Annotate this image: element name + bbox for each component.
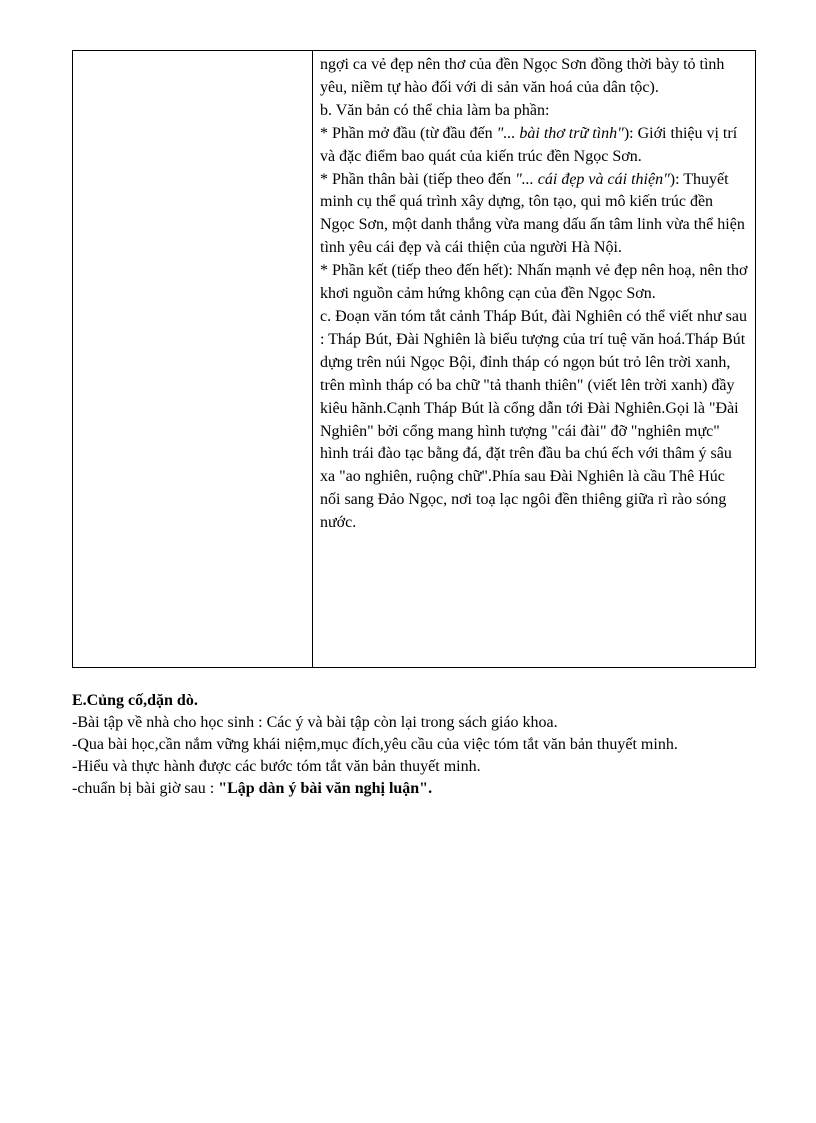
table-left-cell	[73, 51, 313, 667]
paragraph-body: * Phần thân bài (tiếp theo đến "... cái đẹp và cái thiện"): Thuyết minh cụ thể quá trình xây dựng, tôn tạo, qui mô kiến trúc đền Ngọc Sơn, một danh thắng vừa mang dấu ấn tâm linh vừa thể hiện tình yêu cái đẹp và cái thiện của người Hà Nội.	[320, 170, 745, 257]
consolidation-section	[72, 690, 752, 800]
paragraph-opening: * Phần mở đầu (từ đầu đến "... bài thơ trữ tình"): Giới thiệu vị trí và đặc điểm bao quát của kiến trúc đền Ngọc Sơn.	[320, 124, 738, 165]
paragraph-structure: b. Văn bản có thể chia làm ba phần:	[320, 101, 550, 119]
paragraph-intro: ngợi ca vẻ đẹp nên thơ của đền Ngọc Sơn đồng thời bày tỏ tình yêu, niềm tự hào đối với di sản văn hoá của dân tộc).	[320, 56, 725, 96]
paragraph-summary-example: c. Đoạn văn tóm tắt cảnh Tháp Bút, đài Nghiên có thể viết như sau : Tháp Bút, Đài Nghiên là biểu tượng của trí tuệ văn hoá.Tháp Bút dựng trên núi Ngọc Bội, đỉnh tháp có ngọn bút trỏ lên trời xanh, trên mình tháp có ba chữ "tả thanh thiên" (viết lên trời xanh) đầy kiêu hãnh.Cạnh Tháp Bút là cổng dẫn tới Đài Nghiên.Gọi là "Đài Nghiên" bởi cổng mang hình tượng "cái đài" đỡ "nghiên mực" hình trái đào tạc bằng đá, đặt trên đầu ba chú ếch với thâm ý sâu xa "ao nghiên, ruộng chữ".Phía sau Đài Nghiên là cầu Thê Húc nối sang Đảo Ngọc, nơi toạ lạc ngôi đền thiêng giữa rì rào sóng nước.	[320, 307, 747, 532]
summary-line-next-lesson: -chuẩn bị bài giờ sau : "Lập dàn ý bài văn nghị luận".	[72, 780, 433, 797]
summary-line-concepts: -Qua bài học,cần nắm vững khái niệm,mục đích,yêu cầu của việc tóm tắt văn bản thuyết minh.	[72, 736, 678, 753]
lesson-table	[72, 50, 756, 668]
table-right-cell	[313, 51, 755, 667]
paragraph-conclusion: * Phần kết (tiếp theo đến hết): Nhấn mạnh vẻ đẹp nên hoạ, nên thơ khơi nguồn cảm hứng không cạn của đền Ngọc Sơn.	[320, 262, 748, 303]
summary-line-practice: -Hiểu và thực hành được các bước tóm tắt văn bản thuyết minh.	[72, 758, 481, 775]
summary-line-homework: -Bài tập về nhà cho học sinh : Các ý và bài tập còn lại trong sách giáo khoa.	[72, 714, 558, 731]
section-heading: E.Củng cố,dặn dò.	[72, 692, 198, 709]
